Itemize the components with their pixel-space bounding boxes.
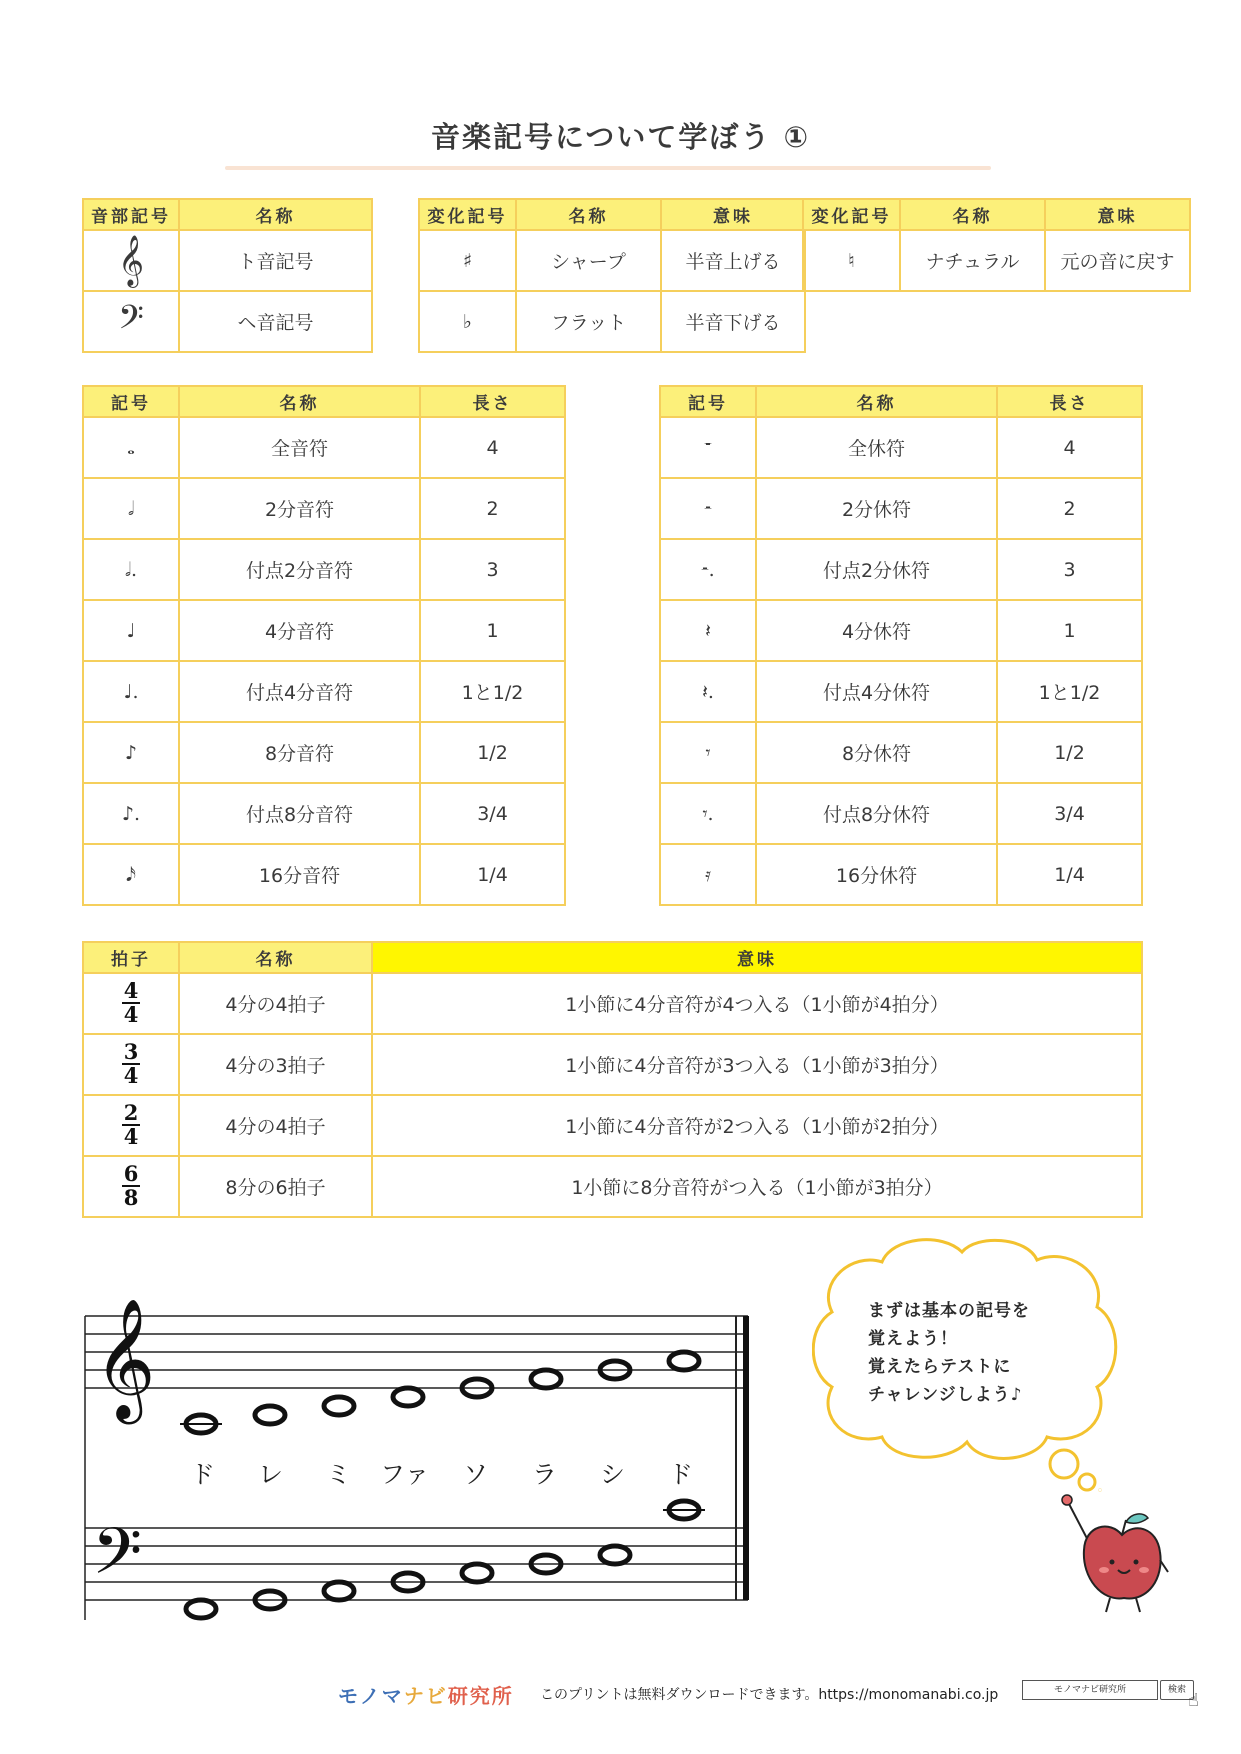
time-meaning: 1小節に4分音符が4つ入る（1小節が4拍分）: [372, 973, 1142, 1034]
note-name: 16分音符: [179, 844, 420, 905]
accidental-meaning: 半音下げる: [661, 291, 805, 352]
dotted-eighth-rest-icon: 𝄾.: [660, 783, 756, 844]
note-b3: [600, 1546, 630, 1564]
note-length: 3: [420, 539, 565, 600]
scale-label-do: ド: [190, 1460, 216, 1489]
dotted-half-note-icon: 𝅗𝅥.: [83, 539, 179, 600]
notes-table: [82, 385, 566, 906]
rest-length: 2: [997, 478, 1142, 539]
clef-name: ヘ音記号: [179, 291, 372, 352]
note-length: 1/4: [420, 844, 565, 905]
logo-part: 研究所: [447, 1684, 514, 1708]
logo-part: モノマ: [338, 1684, 404, 1708]
time-signature-icon: [83, 1034, 179, 1095]
notes-header-length: 長さ: [420, 386, 565, 417]
time-header-symbol: 拍子: [83, 942, 179, 973]
note-length: 1/2: [420, 722, 565, 783]
bass-clef-icon: 𝄢: [83, 291, 179, 352]
time-name: 4分の3拍子: [179, 1034, 372, 1095]
whole-rest-icon: 𝄻: [660, 417, 756, 478]
accidental-table: [418, 198, 806, 353]
note-length: 2: [420, 478, 565, 539]
dotted-quarter-note-icon: ♩.: [83, 661, 179, 722]
note-name: 2分音符: [179, 478, 420, 539]
clef-table: [82, 198, 373, 353]
sixteenth-rest-icon: 𝄿: [660, 844, 756, 905]
time-meaning: 1小節に4分音符が2つ入る（1小節が2拍分）: [372, 1095, 1142, 1156]
note-e3: [324, 1582, 354, 1600]
note-length: 1: [420, 600, 565, 661]
search-button[interactable]: 検索: [1160, 1680, 1194, 1700]
time-header-meaning: 意味: [372, 942, 1142, 973]
accidental-header-name: 名称: [900, 199, 1045, 230]
notes-header-symbol: 記号: [83, 386, 179, 417]
accidental-name: フラット: [516, 291, 661, 352]
bubble-line: 覚えよう！: [868, 1329, 958, 1349]
bass-clef-icon: 𝄢: [92, 1515, 143, 1605]
scale-label-do-high: ド: [668, 1460, 694, 1489]
half-rest-icon: 𝄼: [660, 478, 756, 539]
bubble-message: [868, 1297, 1030, 1409]
time-header-name: 名称: [179, 942, 372, 973]
bubble-line: チャレンジしよう♪: [868, 1385, 1023, 1405]
note-name: 付点8分音符: [179, 783, 420, 844]
accidental-name: ナチュラル: [900, 230, 1045, 291]
time-bottom: 8: [123, 1184, 139, 1210]
note-name: 8分音符: [179, 722, 420, 783]
time-meaning: 1小節に4分音符が3つ入る（1小節が3拍分）: [372, 1034, 1142, 1095]
accidental-name: シャープ: [516, 230, 661, 291]
rest-length: 3: [997, 539, 1142, 600]
accidental-header-symbol: 変化記号: [419, 199, 516, 230]
note-d4: [255, 1406, 285, 1424]
dotted-quarter-rest-icon: 𝄽.: [660, 661, 756, 722]
eighth-rest-icon: 𝄾: [660, 722, 756, 783]
scale-label-fa: ファ: [380, 1460, 430, 1489]
accidental-meaning: 半音上げる: [661, 230, 805, 291]
time-top: 4: [123, 977, 139, 1003]
note-g3: [462, 1564, 492, 1582]
note-length: 4: [420, 417, 565, 478]
accidental-natural-table: [802, 198, 1191, 292]
clef-header-symbol: 音部記号: [83, 199, 179, 230]
rest-name: 付点8分休符: [756, 783, 997, 844]
time-meaning: 1小節に8分音符がつ入る（1小節が3拍分）: [372, 1156, 1142, 1217]
natural-icon: ♮: [803, 230, 900, 291]
time-signature-icon: [83, 1156, 179, 1217]
treble-staff-lines: [85, 1316, 748, 1388]
time-signature-icon: [83, 973, 179, 1034]
note-name: 付点4分音符: [179, 661, 420, 722]
footer-text: このプリントは無料ダウンロードできます。https://monomanabi.co.jp: [540, 1687, 999, 1703]
rest-name: 2分休符: [756, 478, 997, 539]
note-c3: [186, 1600, 216, 1618]
note-length: 3/4: [420, 783, 565, 844]
bubble-line: 覚えたらテストに: [868, 1357, 1012, 1377]
note-a4: [531, 1370, 561, 1388]
quarter-note-icon: ♩: [83, 600, 179, 661]
time-signature-table: [82, 941, 1143, 1218]
note-name: 全音符: [179, 417, 420, 478]
scale-label-re: レ: [258, 1460, 284, 1489]
whole-note-icon: 𝅝: [83, 417, 179, 478]
rest-name: 全休符: [756, 417, 997, 478]
final-barline-thick: [743, 1316, 749, 1600]
bubble-line: まずは基本の記号を: [868, 1301, 1030, 1321]
treble-clef-icon: 𝄞: [94, 1297, 156, 1419]
pointer-hand-icon: ☝: [1188, 1690, 1199, 1711]
clef-header-name: 名称: [179, 199, 372, 230]
time-bottom: 4: [123, 1123, 139, 1149]
half-note-icon: 𝅗𝅥: [83, 478, 179, 539]
note-c5: [669, 1352, 699, 1370]
rest-length: 1/2: [997, 722, 1142, 783]
treble-clef-icon: 𝄞: [83, 230, 179, 291]
time-bottom: 4: [123, 1062, 139, 1088]
sharp-icon: ♯: [419, 230, 516, 291]
rests-header-length: 長さ: [997, 386, 1142, 417]
dotted-half-rest-icon: 𝄼.: [660, 539, 756, 600]
rest-name: 付点2分休符: [756, 539, 997, 600]
rest-name: 8分休符: [756, 722, 997, 783]
note-f4: [393, 1388, 423, 1406]
rest-name: 16分休符: [756, 844, 997, 905]
time-top: 3: [123, 1038, 139, 1064]
rests-header-name: 名称: [756, 386, 997, 417]
time-top: 2: [123, 1099, 139, 1125]
sixteenth-note-icon: 𝅘𝅥𝅯: [83, 844, 179, 905]
note-e4: [324, 1397, 354, 1415]
rest-name: 4分休符: [756, 600, 997, 661]
dotted-eighth-note-icon: ♪.: [83, 783, 179, 844]
accidental-header-symbol: 変化記号: [803, 199, 900, 230]
flat-icon: ♭: [419, 291, 516, 352]
accidental-meaning: 元の音に戻す: [1045, 230, 1190, 291]
time-name: 4分の4拍子: [179, 973, 372, 1034]
logo-part: ナビ: [403, 1684, 448, 1708]
title-underline: [225, 166, 991, 170]
time-signature-icon: [83, 1095, 179, 1156]
note-length: 1と1/2: [420, 661, 565, 722]
page-title: 音楽記号について学ぼう ①: [430, 120, 811, 154]
rest-length: 1: [997, 600, 1142, 661]
note-name: 4分音符: [179, 600, 420, 661]
search-input[interactable]: モノマナビ研究所: [1022, 1680, 1158, 1700]
scale-label-shi: シ: [600, 1460, 626, 1489]
note-name: 付点2分音符: [179, 539, 420, 600]
treble-notes: [180, 1352, 699, 1433]
footer-logo: [338, 1680, 514, 1709]
time-name: 8分の6拍子: [179, 1156, 372, 1217]
rest-length: 1/4: [997, 844, 1142, 905]
time-top: 6: [123, 1160, 139, 1186]
rest-length: 3/4: [997, 783, 1142, 844]
clef-name: ト音記号: [179, 230, 372, 291]
rests-table: [659, 385, 1143, 906]
time-bottom: 4: [123, 1001, 139, 1027]
scale-label-mi: ミ: [326, 1460, 352, 1489]
rest-length: 4: [997, 417, 1142, 478]
time-name: 4分の4拍子: [179, 1095, 372, 1156]
notes-header-name: 名称: [179, 386, 420, 417]
accidental-header-meaning: 意味: [661, 199, 805, 230]
apple-mascot-icon: [1040, 1490, 1170, 1620]
scale-label-ra: ラ: [532, 1460, 558, 1489]
rests-header-symbol: 記号: [660, 386, 756, 417]
accidental-header-name: 名称: [516, 199, 661, 230]
rest-name: 付点4分休符: [756, 661, 997, 722]
quarter-rest-icon: 𝄽: [660, 600, 756, 661]
scale-label-so: ソ: [463, 1460, 489, 1489]
accidental-header-meaning: 意味: [1045, 199, 1190, 230]
eighth-note-icon: ♪: [83, 722, 179, 783]
rest-length: 1と1/2: [997, 661, 1142, 722]
